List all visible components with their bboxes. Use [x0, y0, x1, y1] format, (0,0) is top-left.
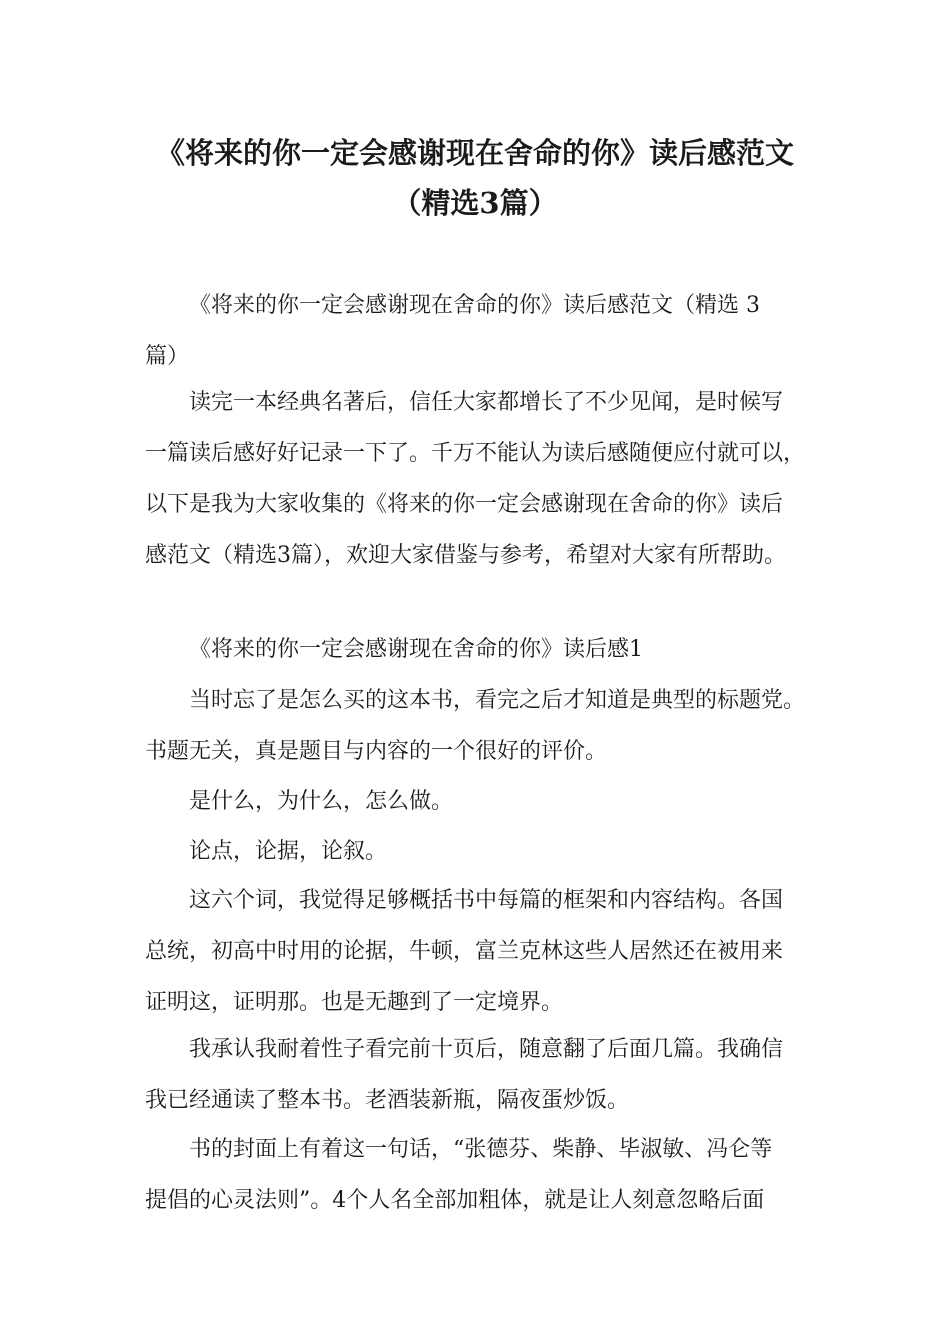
intro-heading-paragraph — [145, 280, 815, 382]
text-line: 以下是我为大家收集的《将来的你一定会感谢现在舍命的你》读后 — [145, 492, 784, 517]
text-line: 总统，初高中时用的论据，牛顿，富兰克林这些人居然还在被用来 — [145, 939, 784, 964]
text-line: 《将来的你一定会感谢现在舍命的你》读后感1 — [189, 637, 643, 662]
document-title: 《将来的你一定会感谢现在舍命的你》读后感范文 — [155, 136, 794, 170]
text-line: 一篇读后感好好记录一下了。千万不能认为读后感随便应付就可以， — [145, 441, 806, 466]
text-line: 证明这，证明那。也是无趣到了一定境界。 — [145, 990, 564, 1015]
body-paragraph — [145, 675, 815, 777]
text-line: 书的封面上有着这一句话，“张德芬、柴静、毕淑敏、冯仑等 — [189, 1137, 773, 1162]
text-line: 论点，论据，论叙。 — [189, 839, 388, 864]
document-subtitle: （精选3篇） — [392, 186, 558, 220]
text-line: 当时忘了是怎么买的这本书，看完之后才知道是典型的标题党。 — [189, 688, 806, 713]
body-paragraph — [145, 1024, 815, 1126]
text-line: 篇） — [145, 344, 190, 369]
body-paragraph — [145, 776, 815, 827]
text-line: 这六个词，我觉得足够概括书中每篇的框架和内容结构。各国 — [189, 888, 784, 913]
text-line: 感范文（精选3篇），欢迎大家借鉴与参考，希望对大家有所帮助。 — [145, 543, 786, 568]
text-line: 《将来的你一定会感谢现在舍命的你》读后感范文（精选 3 — [189, 293, 760, 318]
text-line: 我承认我耐着性子看完前十页后，随意翻了后面几篇。我确信 — [189, 1037, 784, 1062]
intro-paragraph — [145, 377, 815, 581]
text-line: 提倡的心灵法则”。4个人名全部加粗体，就是让人刻意忽略后面 — [145, 1188, 765, 1213]
body-paragraph — [145, 875, 815, 1028]
body-paragraph — [145, 826, 815, 877]
section-heading — [145, 624, 815, 675]
text-line: 书题无关，真是题目与内容的一个很好的评价。 — [145, 739, 608, 764]
text-line: 读完一本经典名著后，信任大家都增长了不少见闻，是时候写 — [189, 390, 784, 415]
text-line: 我已经通读了整本书。老酒装新瓶，隔夜蛋炒饭。 — [145, 1088, 630, 1113]
body-paragraph — [145, 1124, 815, 1226]
text-line: 是什么，为什么，怎么做。 — [189, 789, 454, 814]
